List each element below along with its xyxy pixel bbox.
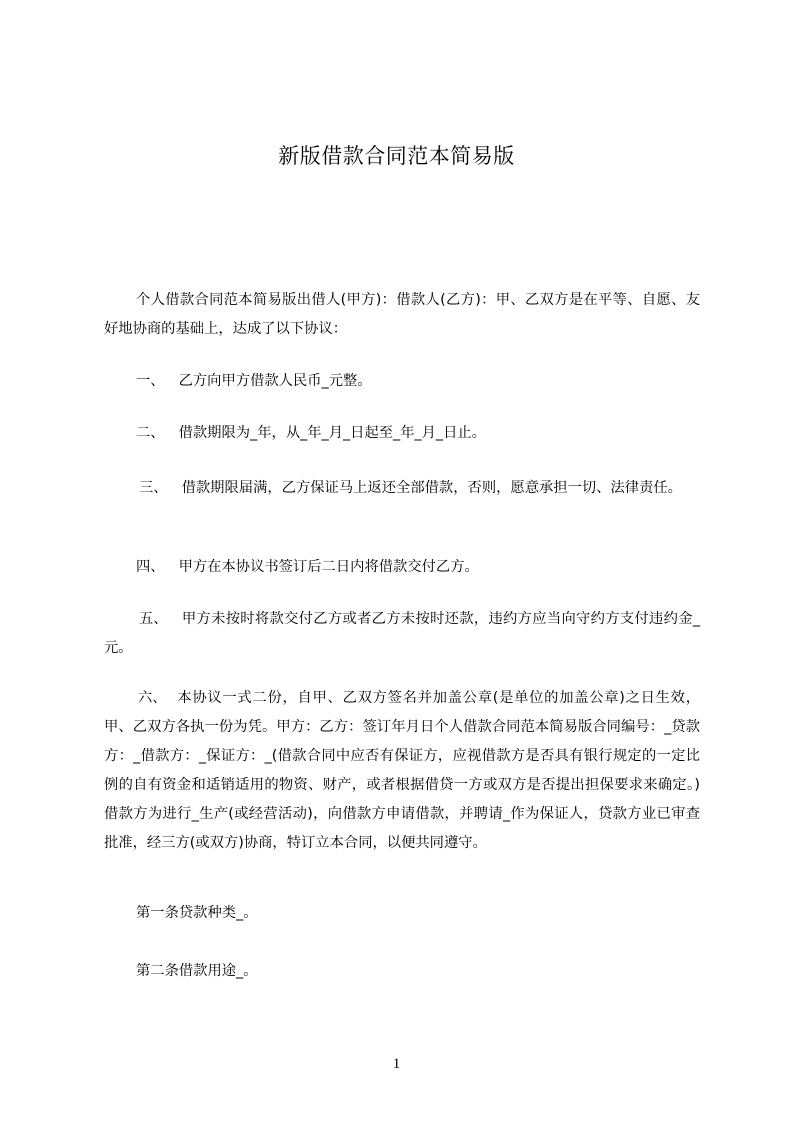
clause-2 <box>104 419 700 448</box>
clause-6 <box>104 684 700 858</box>
page-number: 1 <box>392 1056 401 1072</box>
clause-text: 借款期限为_年，从_年_月_日起至_年_月_日止。 <box>178 425 486 441</box>
clause-number: 六、 <box>138 690 167 706</box>
clause-3 <box>104 474 700 503</box>
clause-text: 乙方向甲方借款人民币_元整。 <box>178 373 372 389</box>
clause-text: 甲方未按时将款交付乙方或者乙方未按时还款，违约方应当向守约方支付违约金_元。 <box>104 611 700 656</box>
article-1: 第一条贷款种类_。 <box>136 905 258 921</box>
clause-number: 五、 <box>139 611 168 627</box>
clause-number: 三、 <box>139 480 168 496</box>
clause-text: 借款期限届满，乙方保证马上返还全部借款，否则，愿意承担一切、法律责任。 <box>181 480 682 496</box>
clause-4 <box>104 553 700 582</box>
clause-text: 甲方在本协议书签订后二日内将借款交付乙方。 <box>178 559 479 575</box>
page-title: 新版借款合同范本简易版 <box>278 144 515 168</box>
intro-paragraph: 个人借款合同范本简易版出借人(甲方)：借款人(乙方)：甲、乙双方是在平等、自愿、友好地协商的基础上，达成了以下协议： <box>104 292 700 337</box>
clause-1 <box>104 367 700 396</box>
clause-number: 二、 <box>136 425 165 441</box>
clause-text: 本协议一式二份，自甲、乙双方签名并加盖公章(是单位的加盖公章)之日生效，甲、乙双方各执一份为凭。甲方：乙方：签订年月日个人借款合同范本简易版合同编号：_贷款方：_借款方：_保证方：_(借款合同中应否有保证方，应视借款方是否具有银行规定的一定比例的自有资金和适销适用的物资、财产，或者根据借贷一方或双方是否提出担保要求来确定。)借款方为进行_生产(或经营活动)，向借款方申请借款，并聘请_作为保证人，贷款方业已审查批准，经三方(或双方)协商，特订立本合同，以便共同遵守。 <box>104 690 700 851</box>
clause-5 <box>104 605 700 663</box>
clause-number: 一、 <box>136 373 165 389</box>
clause-number: 四、 <box>136 559 165 575</box>
article-2: 第二条借款用途_。 <box>136 963 258 979</box>
